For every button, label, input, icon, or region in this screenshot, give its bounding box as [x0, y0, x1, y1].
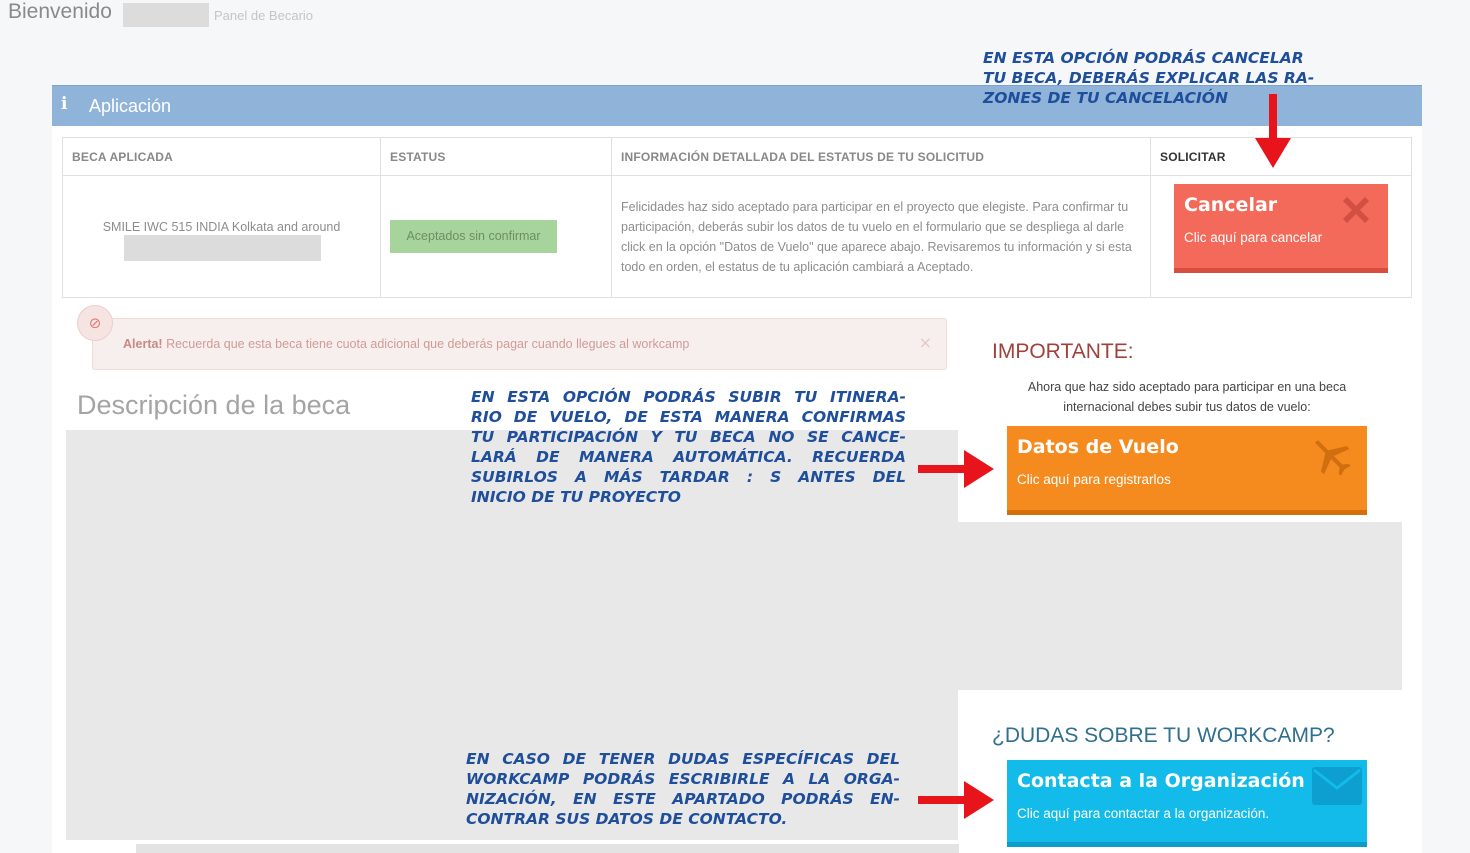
arrow-right-icon [918, 777, 996, 823]
welcome-title: Bienvenido [8, 0, 112, 23]
annotation-line: LARÁ DE MANERA AUTOMÁTICA. RECUERDA [471, 448, 906, 466]
alert-close-button[interactable]: × [918, 333, 932, 352]
sidebar-content-redacted [958, 522, 1402, 690]
cancel-button-title: Cancelar [1184, 194, 1278, 216]
annotation-line: RIO DE VUELO, DE ESTA MANERA CONFIRMAS [471, 408, 906, 426]
table-header: SOLICITAR [1151, 138, 1411, 176]
annotation-line: EN ESTA OPCIÓN PODRÁS CANCELAR [983, 49, 1304, 67]
contact-annotation [466, 749, 900, 829]
page-subtitle: Panel de Becario [214, 8, 314, 23]
arrow-right-icon [918, 446, 996, 492]
annotation-line: NIZACIÓN, EN ESTE APARTADO PODRÁS EN- [466, 790, 900, 808]
flight-button-subtitle: Clic aquí para registrarlos [1017, 472, 1171, 487]
cancel-button[interactable] [1174, 184, 1388, 273]
contact-button-subtitle: Clic aquí para contactar a la organización. [1017, 806, 1270, 821]
beca-redacted [124, 235, 321, 261]
annotation-line: CONTRAR SUS DATOS DE CONTACTO. [466, 810, 788, 828]
annotation-line: WORKCAMP PODRÁS ESCRIBIRLE A LA ORGA- [466, 770, 900, 788]
airplane-icon [1309, 434, 1353, 478]
ban-icon: ⊘ [77, 305, 113, 341]
flight-button-title: Datos de Vuelo [1017, 436, 1179, 458]
annotation-line: INICIO DE TU PROYECTO [471, 488, 681, 506]
table-header: BECA APLICADA [63, 138, 380, 176]
status-badge: Aceptados sin confirmar [390, 220, 557, 253]
alert-message [123, 337, 689, 351]
cancel-button-subtitle: Clic aquí para cancelar [1184, 230, 1323, 245]
status-info-text: Felicidades haz sido aceptado para participar en el proyecto que elegiste. Para confirmar tu participación, deberás subir los datos de tu vuelo en el formulario que se despliega al darle click en la opción "Datos de Vuelo" que aparece abajo. Revisaremos tu información y si esta todo en orden, el estatus de tu aplicación cambiará a Aceptado. [621, 200, 1132, 274]
annotation-line: EN CASO DE TENER DUDAS ESPECÍFICAS DEL [466, 750, 900, 768]
annotation-line: TU BECA, DEBERÁS EXPLICAR LAS RA- [983, 69, 1315, 87]
doubts-title: ¿DUDAS SOBRE TU WORKCAMP? [992, 724, 1335, 747]
envelope-icon [1311, 766, 1363, 806]
user-name-redacted [123, 3, 209, 27]
important-text: Ahora que haz sido aceptado para participar en una beca internacional debes subir tus datos de vuelo: [1027, 380, 1347, 414]
beca-name: SMILE IWC 515 INDIA Kolkata and around [102, 220, 341, 234]
panel-title: Aplicación [89, 96, 172, 116]
contact-organization-button[interactable] [1007, 760, 1367, 847]
alert-box [92, 318, 947, 370]
col-beca [63, 138, 381, 297]
annotation-line: EN ESTA OPCIÓN PODRÁS SUBIR TU ITINERA- [471, 388, 906, 406]
flight-data-button[interactable] [1007, 426, 1367, 515]
col-status [381, 138, 612, 297]
contact-button-title: Contacta a la Organización [1017, 770, 1305, 792]
alert-strong: Alerta! [123, 337, 163, 351]
important-title: IMPORTANTE: [992, 340, 1134, 363]
description-title: Descripción de la beca [77, 390, 351, 420]
flight-annotation [471, 387, 906, 507]
annotation-line: TU PARTICIPACIÓN Y TU BECA NO SE CANCE- [471, 428, 906, 446]
bottom-strip [136, 844, 959, 853]
arrow-down-icon [1250, 94, 1296, 170]
table-header: ESTATUS [381, 138, 611, 176]
annotation-line: SUBIRLOS A MÁS TARDAR : S ANTES DEL [471, 468, 906, 486]
col-info [612, 138, 1151, 297]
annotation-line: ZONES DE TU CANCELACIÓN [983, 89, 1228, 107]
x-icon [1338, 192, 1374, 228]
alert-text: Recuerda que esta beca tiene cuota adicional que deberás pagar cuando llegues al workcamp [166, 337, 690, 351]
table-header: INFORMACIÓN DETALLADA DEL ESTATUS DE TU SOLICITUD [612, 138, 1150, 176]
info-icon: i [61, 94, 68, 114]
